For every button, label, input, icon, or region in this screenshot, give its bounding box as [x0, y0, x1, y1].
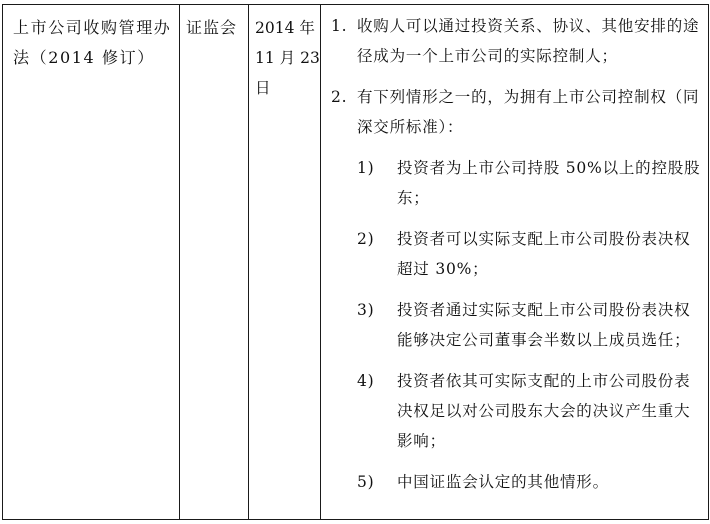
date-cell [249, 5, 321, 520]
effective-date [249, 5, 320, 103]
date-year: 2014 年 [255, 19, 315, 37]
regulation-table [2, 4, 709, 520]
issuer-name: 证监会 [186, 18, 238, 37]
sub-item-text: 中国证监会认定的其他情形。 [397, 473, 609, 491]
list-item [331, 11, 702, 71]
item-text: 有下列情形之一的，为拥有上市公司控制权（同深交所标准）： [357, 88, 700, 136]
sub-item-number: 2) [357, 230, 375, 248]
sub-item-text: 投资者依其可实际支配的上市公司股份表决权足以对公司股东大会的决议产生重大影响； [397, 372, 691, 450]
item-number: 2. [331, 88, 348, 106]
sub-item-number: 4) [357, 372, 375, 390]
sub-list-item [331, 467, 702, 497]
sub-item-number: 5) [357, 473, 375, 491]
sub-item-number: 3) [357, 301, 375, 319]
sub-list-item [331, 295, 702, 355]
regulation-name: 上市公司收购管理办法（2014 修订） [13, 18, 172, 67]
sub-item-text: 投资者可以实际支配上市公司股份表决权超过 30%； [397, 230, 691, 278]
content-cell [321, 5, 709, 520]
date-month-day: 11 月 23 [255, 49, 320, 67]
regulation-name-cell [3, 5, 180, 520]
date-day-char: 日 [255, 79, 271, 97]
sub-item-text: 投资者通过实际支配上市公司股份表决权能够决定公司董事会半数以上成员选任； [397, 301, 691, 349]
item-text: 收购人可以通过投资关系、协议、其他安排的途径成为一个上市公司的实际控制人； [357, 17, 700, 65]
issuer-cell [180, 5, 249, 520]
sub-item-number: 1) [357, 159, 375, 177]
sub-list-item [331, 366, 702, 456]
sub-list-item [331, 224, 702, 284]
sub-item-text: 投资者为上市公司持股 50%以上的控股股东； [397, 159, 701, 207]
list-item [331, 82, 702, 142]
content-list [321, 5, 708, 497]
item-number: 1. [331, 17, 348, 35]
sub-list-item [331, 153, 702, 213]
table-row [3, 5, 709, 520]
